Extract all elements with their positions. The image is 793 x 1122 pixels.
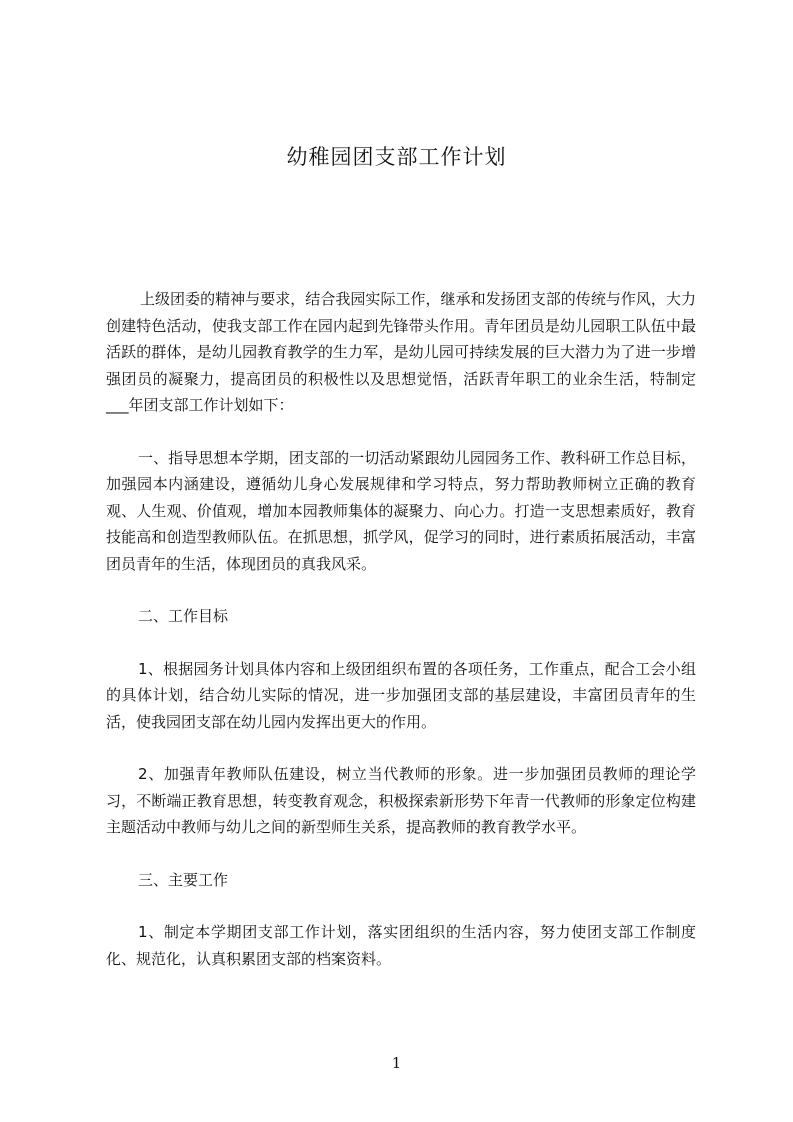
heading-work-goals: 二、工作目标	[138, 607, 229, 625]
document-title: 幼稚园团支部工作计划	[286, 145, 507, 169]
paragraph-work-1: 1、制定本学期团支部工作计划，落实团组织的生活内容，努力使团支部工作制度化、规范化，认真积累团支部的档案资料。	[106, 923, 696, 968]
paragraph-goal-2: 2、加强青年教师队伍建设，树立当代教师的形象。进一步加强团员教师的理论学习，不断端正教育思想，转变教育观念，积极探索新形势下年青一代教师的形象定位构建主题活动中教师与幼儿之间的新型师生关系，提高教师的教育教学水平。	[106, 765, 696, 836]
document-body	[106, 286, 696, 972]
heading-main-work: 三、主要工作	[138, 870, 229, 889]
paragraph-intro: 上级团委的精神与要求，结合我园实际工作，继承和发扬团支部的传统与作风，大力创建特色活动，使我支部工作在园内起到先锋带头作用。青年团员是幼儿园职工队伍中最活跃的群体，是幼儿园教育教学的生力军，是幼儿园可持续发展的巨大潜力为了进一步增强团员的凝聚力，提高团员的积极性以及思想觉悟，活跃青年职工的业余生活，特制定___年团支部工作计划如下：	[106, 290, 696, 414]
paragraph-goal-1: 1、根据园务计划具体内容和上级团组织布置的各项任务，工作重点，配合工会小组的具体计划，结合幼儿实际的情况，进一步加强团支部的基层建设，丰富团员青年的生活，使我园团支部在幼儿园内发挥出更大的作用。	[106, 659, 696, 731]
paragraph-guiding-ideology: 一、指导思想本学期，团支部的一切活动紧跟幼儿园园务工作、教科研工作总目标，加强园本内涵建设，遵循幼儿身心发展规律和学习特点，努力帮助教师树立正确的教育观、人生观、价值观，增加本园教师集体的凝聚力、向心力。打造一支思想素质好，教育技能高和创造型教师队伍。在抓思想，抓学风，促学习的同时，进行素质拓展活动，丰富团员青年的生活，体现团员的真我风采。	[106, 448, 696, 573]
page-number: 1	[391, 1054, 402, 1072]
